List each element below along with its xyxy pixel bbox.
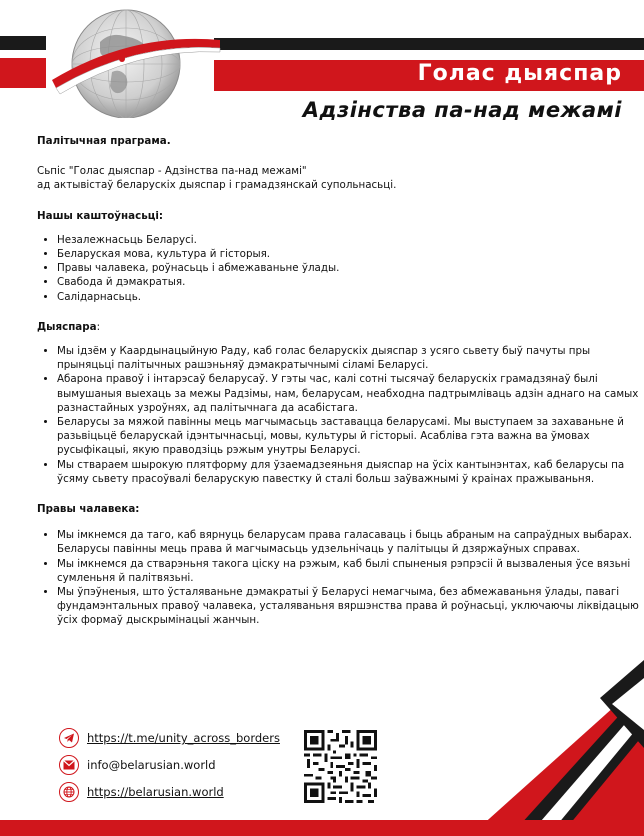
list-item: • Мы імкнемся да таго, каб вярнуць беларусам права галасаваць і быць абраным на сапраўдных выбарах. Беларусы павінны мець права й магчымасьць удзельнічаць у палітыцы й дзяржаўных справах.	[57, 528, 644, 556]
rights-heading: Правы чалавека:	[37, 503, 140, 516]
email-icon	[59, 755, 79, 775]
list-item: • Правы чалавека, роўнасьць і абмежаваньне ўлады.	[57, 261, 644, 275]
list-item: • Мы ідзём у Каардынацыйную Раду, каб голас беларускіх дыяспар з усяго сьвету быў пачуты пры прыняцьці палітычных рашэньняў дэмакратычнымі сіламі Беларусі.	[57, 344, 644, 372]
values-list	[37, 233, 644, 304]
program-heading: Палітычная праграма.	[37, 135, 171, 147]
values-heading: Нашы каштоўнасьці:	[37, 209, 163, 222]
list-item: • Мы ствараем шырокую плятформу для ўзаемадзеяньня дыяспар на ўсіх кантынэнтах, каб беларусы па ўсяму сьвету прасоўвалі беларускую павестку й сталі больш заўважнымі ў краінах пражываньня.	[57, 458, 644, 486]
list-item: • Мы імкнемся да стварэньня такога ціску на рэжым, каб былі спыненыя рэпрэсіі й вызваленыя ўсе вязьні сумленьня й палітвязьні.	[57, 557, 644, 585]
header-red-stripe-left	[0, 58, 46, 88]
list-item: • Абарона правоў і інтарэсаў беларусаў. У гэты час, калі сотні тысячаў беларускіх грамадзянаў былі вымушаныя выехаць за межы Радзімы, нам, беларусам, неабходна падтрымліваць адзін аднаго на самых разнастайных узроўнях, ад палітычнага да асабістага.	[57, 372, 644, 415]
header-black-stripe-left	[0, 36, 46, 50]
header-black-stripe-right	[214, 38, 644, 50]
telegram-link[interactable]: https://t.me/unity_across_borders	[87, 731, 280, 745]
list-item: • Салідарнасьць.	[57, 290, 644, 304]
list-item: • Беларусы за мяжой павінны мець магчымасьць заставацца беларусамі. Мы выступаем за захаваньне й разьвіцьцё беларускай ідэнтычнасьці, мовы, культуры й гісторыі. Асабліва гэта важна ва ўмовах русыфікацыі, якую праводзіць рэжым унутры Беларусі.	[57, 415, 644, 458]
list-item: • Мы ўпэўненыя, што ўсталяваньне дэмакратыі ў Беларусі немагчыма, без абмежаваньня ўлады, павагі фундамэнтальных правоў чалавека, усталяваньня вяршэнства права й роўнасьці, уключаючы ліквідацыю ўсіх формаў дыскрымінацыі жанчын.	[57, 585, 644, 628]
website-link[interactable]: https://belarusian.world	[87, 785, 224, 799]
telegram-icon	[59, 728, 79, 748]
document-body	[37, 134, 644, 628]
list-item: • Незалежнасьць Беларусі.	[57, 233, 644, 247]
diaspora-list	[37, 344, 644, 486]
diaspora-colon: :	[96, 320, 101, 333]
brand-subtitle: Адзінства па-над межамі	[302, 98, 622, 122]
globe-logo	[42, 2, 222, 118]
diaspora-heading: Дыяспара	[37, 320, 97, 333]
intro-line-2: ад актывістаў беларускіх дыяспар і грамадзянскай супольнасьці.	[37, 179, 397, 192]
contact-website	[59, 782, 224, 802]
brand-title: Голас дыяспар	[417, 61, 622, 86]
contact-telegram	[59, 728, 280, 748]
contact-email	[59, 755, 216, 775]
intro-line-1: Сьпіс "Голас дыяспар - Адзінства па-над межамі"	[37, 165, 307, 178]
globe-web-icon	[59, 782, 79, 802]
diaspora-heading-line	[37, 320, 644, 334]
rights-list	[37, 528, 644, 627]
email-address[interactable]: info@belarusian.world	[87, 758, 216, 772]
list-item: • Беларуская мова, культура й гісторыя.	[57, 247, 644, 261]
list-item: • Свабода й дэмакратыя.	[57, 275, 644, 289]
qr-code[interactable]	[304, 730, 377, 803]
